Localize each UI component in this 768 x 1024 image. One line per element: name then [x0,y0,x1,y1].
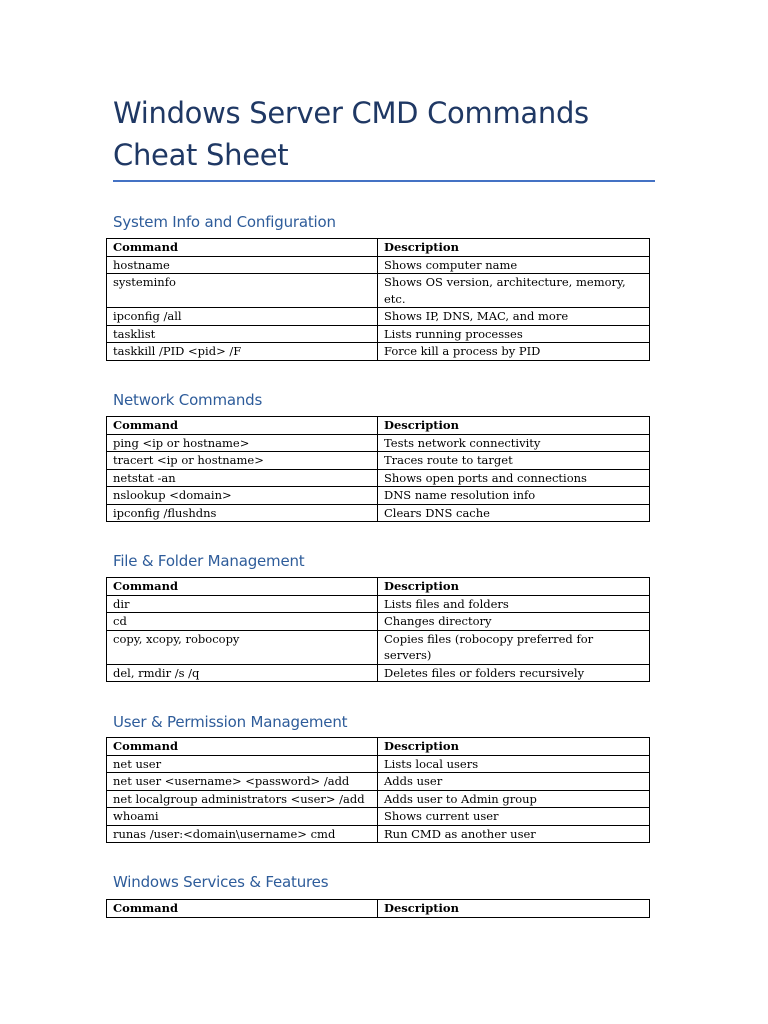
description-cell: Copies files (robocopy preferred for servers) [378,630,650,664]
command-cell: net user <username> <password> /add [107,773,378,791]
description-cell: Traces route to target [378,452,650,470]
section-heading-network: Network Commands [113,391,263,409]
description-cell: Adds user [378,773,650,791]
column-header-command: Command [107,578,378,596]
description-cell: DNS name resolution info [378,487,650,505]
section-heading-file-folder: File & Folder Management [113,552,305,570]
table-row [107,434,650,452]
description-cell: Changes directory [378,613,650,631]
table-row [107,308,650,326]
table-header-row [107,578,650,596]
command-cell: dir [107,595,378,613]
command-cell: netstat -an [107,469,378,487]
table-row [107,256,650,274]
description-cell: Force kill a process by PID [378,343,650,361]
table-header-row [107,738,650,756]
description-cell: Run CMD as another user [378,825,650,843]
column-header-command: Command [107,738,378,756]
command-cell: tracert <ip or hostname> [107,452,378,470]
section-heading-services-features: Windows Services & Features [113,873,329,891]
table-user-permission [106,737,650,843]
column-header-description: Description [378,578,650,596]
table-header-row [107,417,650,435]
table-row [107,630,650,664]
command-cell: tasklist [107,325,378,343]
table-row [107,325,650,343]
description-cell: Lists running processes [378,325,650,343]
table-row [107,808,650,826]
table-row [107,469,650,487]
description-cell: Shows open ports and connections [378,469,650,487]
description-cell: Shows current user [378,808,650,826]
description-cell: Shows OS version, architecture, memory, etc. [378,274,650,308]
column-header-description: Description [378,417,650,435]
description-cell: Adds user to Admin group [378,790,650,808]
table-row [107,664,650,682]
table-header-row [107,900,650,918]
table-network [106,416,650,522]
command-cell: cd [107,613,378,631]
command-cell: net localgroup administrators <user> /add [107,790,378,808]
command-cell: ping <ip or hostname> [107,434,378,452]
column-header-description: Description [378,738,650,756]
column-header-command: Command [107,417,378,435]
command-cell: copy, xcopy, robocopy [107,630,378,664]
table-row [107,504,650,522]
description-cell: Clears DNS cache [378,504,650,522]
description-cell: Lists files and folders [378,595,650,613]
description-cell: Shows IP, DNS, MAC, and more [378,308,650,326]
table-row [107,613,650,631]
column-header-command: Command [107,239,378,257]
table-row [107,452,650,470]
command-cell: taskkill /PID <pid> /F [107,343,378,361]
table-services-features [106,899,650,918]
column-header-command: Command [107,900,378,918]
page-title: Windows Server CMD Commands Cheat Sheet [113,96,589,172]
command-cell: net user [107,755,378,773]
command-cell: systeminfo [107,274,378,308]
description-cell: Tests network connectivity [378,434,650,452]
column-header-description: Description [378,239,650,257]
command-cell: runas /user:<domain\username> cmd [107,825,378,843]
table-row [107,595,650,613]
table-row [107,487,650,505]
command-cell: hostname [107,256,378,274]
command-cell: ipconfig /flushdns [107,504,378,522]
table-system-info [106,238,650,361]
table-file-folder [106,577,650,682]
section-heading-user-permission: User & Permission Management [113,713,348,731]
table-header-row [107,239,650,257]
description-cell: Lists local users [378,755,650,773]
command-cell: whoami [107,808,378,826]
column-header-description: Description [378,900,650,918]
command-cell: nslookup <domain> [107,487,378,505]
table-row [107,274,650,308]
table-row [107,755,650,773]
command-cell: ipconfig /all [107,308,378,326]
title-underline [113,180,655,182]
table-row [107,790,650,808]
description-cell: Shows computer name [378,256,650,274]
command-cell: del, rmdir /s /q [107,664,378,682]
table-row [107,343,650,361]
table-row [107,825,650,843]
table-row [107,773,650,791]
description-cell: Deletes files or folders recursively [378,664,650,682]
section-heading-system-info: System Info and Configuration [113,213,336,231]
